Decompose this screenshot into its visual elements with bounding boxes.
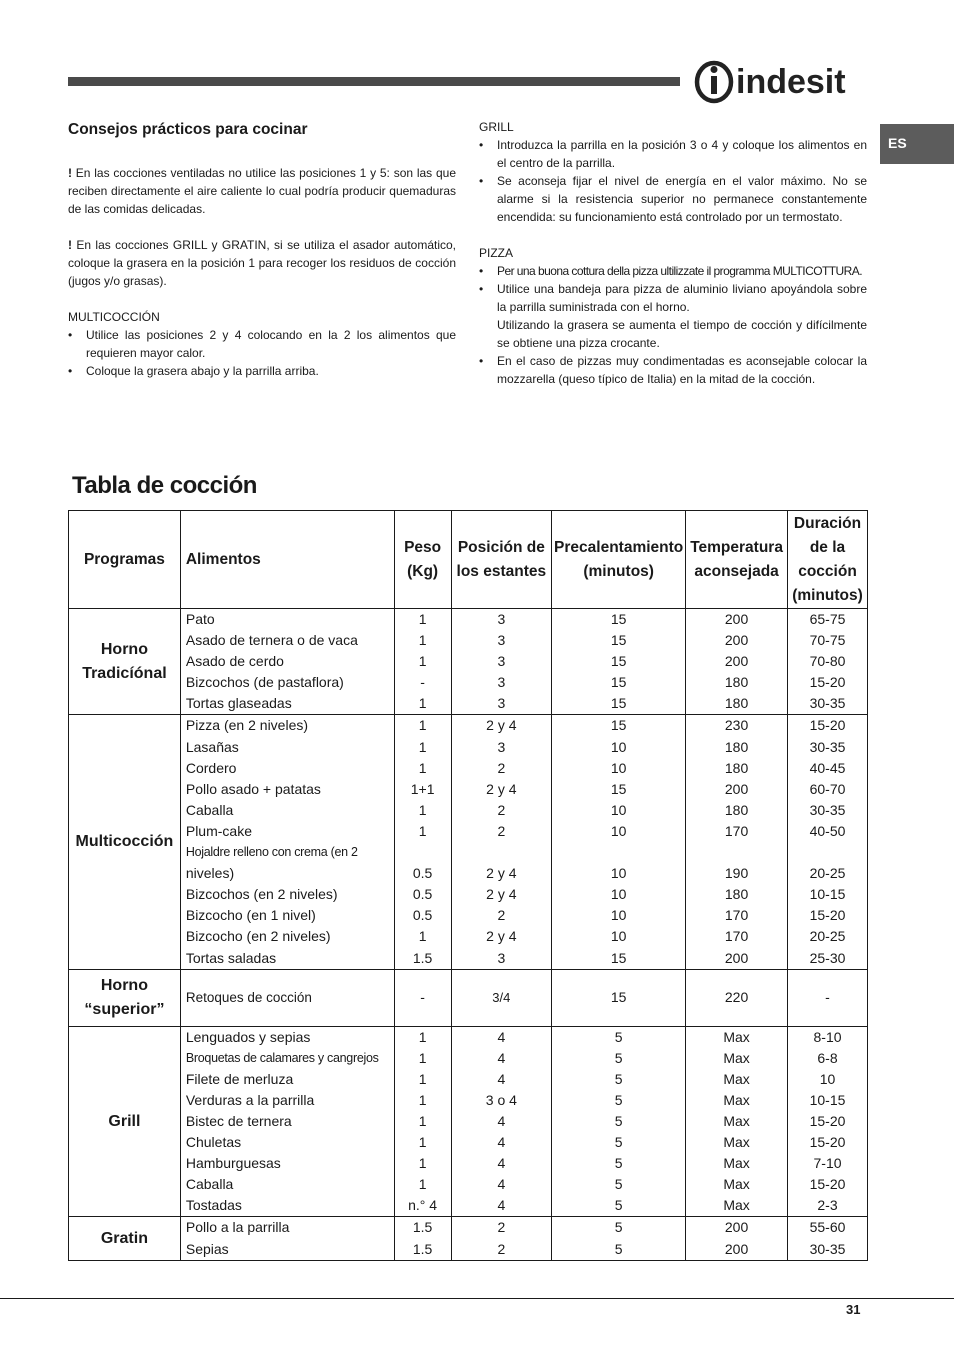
temperature-value: Max <box>723 1134 750 1151</box>
position-value: 4 <box>497 1049 506 1066</box>
position-value: 4 <box>497 1176 506 1193</box>
position-value: 3 <box>497 674 506 691</box>
preheat-value: 5 <box>614 1134 623 1151</box>
program-label: Tradicíónal <box>82 664 167 682</box>
weight-value <box>395 842 451 863</box>
food-value: Pollo a la parrilla <box>185 1219 290 1236</box>
temperature-value: 180 <box>724 674 749 691</box>
weight-value: 1 <box>418 1134 427 1151</box>
temperature-value: Max <box>723 1155 750 1172</box>
header-posicion: Posición de los estantes <box>451 511 552 609</box>
logo-mark-icon <box>694 58 734 104</box>
food-cell <box>180 609 394 715</box>
temperature-value: 170 <box>724 822 749 839</box>
position-value: 2 y 4 <box>486 865 517 882</box>
preheat-value: 15 <box>610 989 627 1006</box>
temperature-value: 180 <box>724 886 749 903</box>
duration-cell <box>788 1026 868 1217</box>
header-precalentamiento: Precalentamiento (minutos) <box>552 511 686 609</box>
temperature-value <box>686 842 787 863</box>
food-value: niveles) <box>185 865 235 882</box>
table-row <box>69 969 868 1026</box>
duration-value: 55-60 <box>809 1219 846 1236</box>
list-item: • Se aconseja fijar el nivel de energía en el valor máximo. No se alarme si la resistencia superior no permanece constantemente encendida: su funcionamiento está controlado por un termostato. <box>479 172 867 226</box>
header-duracion: Duración de la cocción (minutos) <box>788 511 868 609</box>
duration-cell <box>788 1217 868 1260</box>
temperature-value: 200 <box>724 1219 749 1236</box>
preheat-value: 5 <box>614 1176 623 1193</box>
header-rule <box>68 77 680 86</box>
preheat-value: 10 <box>610 886 627 903</box>
duration-value: 7-10 <box>813 1155 842 1172</box>
temperature-value: 190 <box>724 865 749 882</box>
position-value: 2 <box>497 1240 506 1257</box>
position-value: 4 <box>497 1028 506 1045</box>
duration-value: 60-70 <box>809 780 846 797</box>
preheat-value: 10 <box>610 928 627 945</box>
weight-value: 1 <box>418 653 427 670</box>
duration-value: 25-30 <box>809 949 846 966</box>
duration-value: 30-35 <box>809 1240 846 1257</box>
header-programas: Programas <box>69 511 181 609</box>
preheat-value: 10 <box>610 865 627 882</box>
food-value: Verduras a la parrilla <box>185 1091 315 1108</box>
duration-value: 30-35 <box>809 801 846 818</box>
weight-cell <box>394 969 451 1026</box>
temperature-value: 200 <box>724 611 749 627</box>
list-item: • Utilice una bandeja para pizza de aluminio liviano apoyándola sobre la parrilla suministrada con el horno. Utilizando la grasera se aumenta el tiempo de cocción y difícilmente se obtiene una pizza crocante. <box>479 280 867 352</box>
table-row <box>69 1026 868 1217</box>
left-column <box>68 118 456 380</box>
brand-name: indesit <box>736 63 846 101</box>
preheat-value: 5 <box>614 1028 623 1045</box>
preheat-value: 15 <box>610 717 627 734</box>
position-value: 3/4 <box>492 990 511 1006</box>
section-heading: Consejos prácticos para cocinar <box>68 121 308 138</box>
program-cell <box>69 609 181 715</box>
position-cell <box>451 1026 552 1217</box>
preheat-cell <box>552 1026 686 1217</box>
temperature-cell <box>686 1217 788 1260</box>
program-cell <box>69 715 181 969</box>
pizza-heading: PIZZA <box>479 246 514 260</box>
weight-cell <box>394 609 451 715</box>
weight-value: n.° 4 <box>408 1197 438 1214</box>
food-value: Pato <box>185 611 215 627</box>
food-cell <box>180 1217 394 1260</box>
temperature-value: 200 <box>724 632 749 649</box>
position-value: 4 <box>497 1070 506 1087</box>
preheat-cell <box>552 715 686 969</box>
program-cell <box>69 1217 181 1260</box>
temperature-value: 170 <box>724 928 749 945</box>
temperature-value: 200 <box>724 653 749 670</box>
duration-value: 70-75 <box>809 632 846 649</box>
temperature-value: 180 <box>724 759 749 776</box>
program-label: “superior” <box>84 1000 165 1018</box>
position-value: 2 <box>497 759 506 776</box>
duration-value: 10-15 <box>809 1091 846 1108</box>
duration-value: 15-20 <box>809 1176 846 1193</box>
duration-value: - <box>825 989 830 1006</box>
food-value: Caballa <box>185 801 234 818</box>
weight-value: 1 <box>418 695 427 712</box>
food-value: Broquetas de calamares y cangrejos <box>185 1050 379 1065</box>
weight-value: - <box>420 989 425 1006</box>
header-peso: Peso (Kg) <box>394 511 451 609</box>
footer-rule <box>0 1298 954 1299</box>
preheat-value: 10 <box>610 738 627 755</box>
food-cell <box>180 715 394 969</box>
preheat-value: 15 <box>610 653 627 670</box>
temperature-value: Max <box>723 1112 750 1129</box>
program-cell <box>69 969 181 1026</box>
weight-cell <box>394 1217 451 1260</box>
duration-value: 2-3 <box>817 1197 838 1214</box>
duration-value: 70-80 <box>809 653 846 670</box>
temperature-value: 200 <box>724 949 749 966</box>
temperature-value: 200 <box>724 1240 749 1257</box>
food-value: Retoques de cocción <box>185 990 312 1006</box>
weight-value: 1 <box>418 822 427 839</box>
program-label: Grill <box>108 1112 141 1130</box>
weight-value: 1 <box>418 611 427 627</box>
position-cell <box>451 1217 552 1260</box>
temperature-cell <box>686 609 788 715</box>
table-header-row <box>69 511 868 609</box>
table-row <box>69 609 868 715</box>
duration-value: 10 <box>819 1070 836 1087</box>
position-value: 3 <box>497 949 506 966</box>
tip-paragraph-1: ! En las cocciones ventiladas no utilice las posiciones 1 y 5: son las que reciben directamente el aire caliente lo cual podría producir quemaduras de las comidas delicadas. <box>68 166 456 216</box>
position-value: 2 y 4 <box>486 886 517 903</box>
duration-value: 40-45 <box>809 759 846 776</box>
food-value: Pollo asado + patatas <box>185 780 321 797</box>
duration-value: 15-20 <box>809 907 846 924</box>
temperature-value: 180 <box>724 801 749 818</box>
position-value: 3 o 4 <box>485 1091 517 1108</box>
header-alimentos: Alimentos <box>180 511 394 609</box>
grill-list <box>479 136 867 226</box>
duration-value: 10-15 <box>809 886 846 903</box>
temperature-value: 180 <box>724 695 749 712</box>
position-cell <box>451 609 552 715</box>
preheat-value: 15 <box>610 632 627 649</box>
preheat-value: 5 <box>614 1070 623 1087</box>
temperature-value: Max <box>723 1091 750 1108</box>
position-value: 3 <box>497 738 506 755</box>
weight-value: 1 <box>418 801 427 818</box>
multicoccion-heading: MULTICOCCIÓN <box>68 310 160 324</box>
multicoccion-list <box>68 326 456 380</box>
duration-value: 20-25 <box>809 865 846 882</box>
position-value: 3 <box>497 611 506 627</box>
position-cell <box>451 969 552 1026</box>
food-value: Tortas glaseadas <box>185 695 292 712</box>
weight-value: 1 <box>418 738 427 755</box>
pizza-list <box>479 262 867 388</box>
food-value: Plum-cake <box>185 822 252 839</box>
duration-cell <box>788 969 868 1026</box>
preheat-value: 10 <box>610 801 627 818</box>
right-column <box>479 118 867 388</box>
food-value: Bizcocho (en 1 nivel) <box>185 907 316 924</box>
weight-value: 1 <box>418 928 427 945</box>
food-value: Lenguados y sepias <box>185 1028 311 1045</box>
temperature-value: 180 <box>724 738 749 755</box>
position-cell <box>451 715 552 969</box>
preheat-value: 5 <box>614 1219 623 1236</box>
list-item: • Utilice las posiciones 2 y 4 colocando en la 2 los alimentos que requieren mayor calor. <box>68 326 456 362</box>
food-value: Filete de merluza <box>185 1070 294 1087</box>
food-value: Bizcochos (de pastaflora) <box>185 674 344 691</box>
preheat-value: 5 <box>614 1091 623 1108</box>
duration-value: 30-35 <box>809 695 846 712</box>
position-value: 4 <box>497 1134 506 1151</box>
food-value: Tortas saladas <box>185 949 277 966</box>
food-value: Pizza (en 2 niveles) <box>185 717 309 734</box>
weight-value: 1 <box>418 1176 427 1193</box>
food-cell <box>180 1026 394 1217</box>
weight-cell <box>394 1026 451 1217</box>
preheat-value: 15 <box>610 611 627 627</box>
weight-value: 1 <box>418 1049 427 1066</box>
preheat-value <box>552 842 685 863</box>
table-row <box>69 715 868 969</box>
weight-value: 0.5 <box>412 907 433 924</box>
food-value: Chuletas <box>185 1134 242 1151</box>
duration-value: 15-20 <box>809 717 846 734</box>
temperature-cell <box>686 715 788 969</box>
duration-value <box>788 842 867 863</box>
food-cell <box>180 969 394 1026</box>
food-value: Lasañas <box>185 738 239 755</box>
food-value: Tostadas <box>185 1197 242 1214</box>
food-value: Sepias <box>185 1240 229 1257</box>
position-value: 4 <box>497 1112 506 1129</box>
duration-value: 65-75 <box>809 611 846 627</box>
temperature-cell <box>686 969 788 1026</box>
temperature-value: 200 <box>724 780 749 797</box>
food-value: Bizcochos (en 2 niveles) <box>185 886 338 903</box>
preheat-cell <box>552 1217 686 1260</box>
position-value: 2 <box>497 801 506 818</box>
program-label: Gratin <box>100 1229 148 1247</box>
weight-value: 1 <box>418 1155 427 1172</box>
temperature-value: 170 <box>724 907 749 924</box>
duration-value: 40-50 <box>809 822 846 839</box>
temperature-value: Max <box>723 1176 750 1193</box>
position-value: 3 <box>497 632 506 649</box>
preheat-value: 10 <box>610 907 627 924</box>
cooking-table <box>68 510 868 1261</box>
weight-value: 0.5 <box>412 886 433 903</box>
duration-value: 30-35 <box>809 738 846 755</box>
preheat-cell <box>552 609 686 715</box>
temperature-value: 230 <box>724 717 749 734</box>
weight-value: 0.5 <box>412 865 433 882</box>
position-value: 2 y 4 <box>486 780 517 797</box>
duration-value: 15-20 <box>809 1112 846 1129</box>
temperature-value: Max <box>723 1070 750 1087</box>
duration-cell <box>788 715 868 969</box>
position-value: 2 <box>497 822 506 839</box>
program-label: Horno <box>100 640 148 658</box>
duration-value: 15-20 <box>809 674 846 691</box>
weight-value: - <box>420 674 425 691</box>
weight-cell <box>394 715 451 969</box>
food-value: Asado de ternera o de vaca <box>185 632 358 649</box>
duration-value: 6-8 <box>817 1049 838 1066</box>
list-item: • Introduzca la parrilla en la posición 3 o 4 y coloque los alimentos en el centro de la parrilla. <box>479 136 867 172</box>
position-value: 3 <box>497 695 506 712</box>
weight-value: 1.5 <box>412 949 433 966</box>
brand-logo <box>694 58 874 106</box>
position-value: 2 <box>497 1219 506 1236</box>
preheat-value: 5 <box>614 1240 623 1257</box>
temperature-value: 220 <box>724 989 749 1006</box>
preheat-value: 5 <box>614 1049 623 1066</box>
preheat-cell <box>552 969 686 1026</box>
temperature-value: Max <box>723 1197 750 1214</box>
preheat-value: 5 <box>614 1155 623 1172</box>
list-item: • Coloque la grasera abajo y la parrilla arriba. <box>68 362 456 380</box>
preheat-value: 5 <box>614 1197 623 1214</box>
temperature-value: Max <box>723 1049 750 1066</box>
food-value: Asado de cerdo <box>185 653 284 670</box>
weight-value: 1 <box>418 1112 427 1129</box>
weight-value: 1 <box>418 1070 427 1087</box>
food-value: Bistec de ternera <box>185 1112 292 1129</box>
food-value: Hamburguesas <box>185 1155 281 1172</box>
position-value: 4 <box>497 1155 506 1172</box>
preheat-value: 15 <box>610 949 627 966</box>
position-value: 2 y 4 <box>486 928 517 945</box>
position-value: 2 y 4 <box>486 717 517 734</box>
weight-value: 1.5 <box>412 1219 433 1236</box>
page-number: 31 <box>846 1302 861 1317</box>
preheat-value: 5 <box>614 1112 623 1129</box>
table-title: Tabla de cocción <box>72 472 257 499</box>
duration-value: 20-25 <box>809 928 846 945</box>
position-value: 4 <box>497 1197 506 1214</box>
position-value: 2 <box>497 907 506 924</box>
position-value: 3 <box>497 653 506 670</box>
preheat-value: 15 <box>610 780 627 797</box>
preheat-value: 15 <box>610 674 627 691</box>
duration-cell <box>788 609 868 715</box>
duration-value: 8-10 <box>813 1028 842 1045</box>
weight-value: 1 <box>418 1028 427 1045</box>
program-label: Multicocción <box>75 833 174 851</box>
weight-value: 1 <box>418 1091 427 1108</box>
weight-value: 1 <box>418 717 427 734</box>
header-temperatura: Temperatura aconsejada <box>686 511 788 609</box>
food-value: Hojaldre relleno con crema (en 2 <box>185 845 358 860</box>
program-label: Horno <box>100 976 148 994</box>
temperature-value: Max <box>723 1028 750 1045</box>
list-item: • Per una buona cottura della pizza ultilizzate il programma MULTICOTTURA. <box>479 262 867 280</box>
preheat-value: 10 <box>610 759 627 776</box>
language-tab: ES <box>880 124 954 164</box>
grill-heading: GRILL <box>479 120 514 134</box>
food-value: Caballa <box>185 1176 234 1193</box>
food-value: Bizcocho (en 2 niveles) <box>185 928 331 945</box>
tip-paragraph-2: ! En las cocciones GRILL y GRATIN, si se utiliza el asador automático, coloque la grasera en la posición 1 para recoger los residuos de cocción (jugos y/o grasas). <box>68 238 456 288</box>
weight-value: 1 <box>418 632 427 649</box>
weight-value: 1+1 <box>410 780 435 797</box>
table-row <box>69 1217 868 1260</box>
preheat-value: 15 <box>610 695 627 712</box>
preheat-value: 10 <box>610 822 627 839</box>
list-item: • En el caso de pizzas muy condimentadas es aconsejable colocar la mozzarella (queso típico de Italia) en la mitad de la cocción. <box>479 352 867 388</box>
temperature-cell <box>686 1026 788 1217</box>
program-cell <box>69 1026 181 1217</box>
food-value: Cordero <box>185 759 237 776</box>
position-value <box>452 842 552 863</box>
duration-value: 15-20 <box>809 1134 846 1151</box>
weight-value: 1 <box>418 759 427 776</box>
weight-value: 1.5 <box>412 1240 433 1257</box>
